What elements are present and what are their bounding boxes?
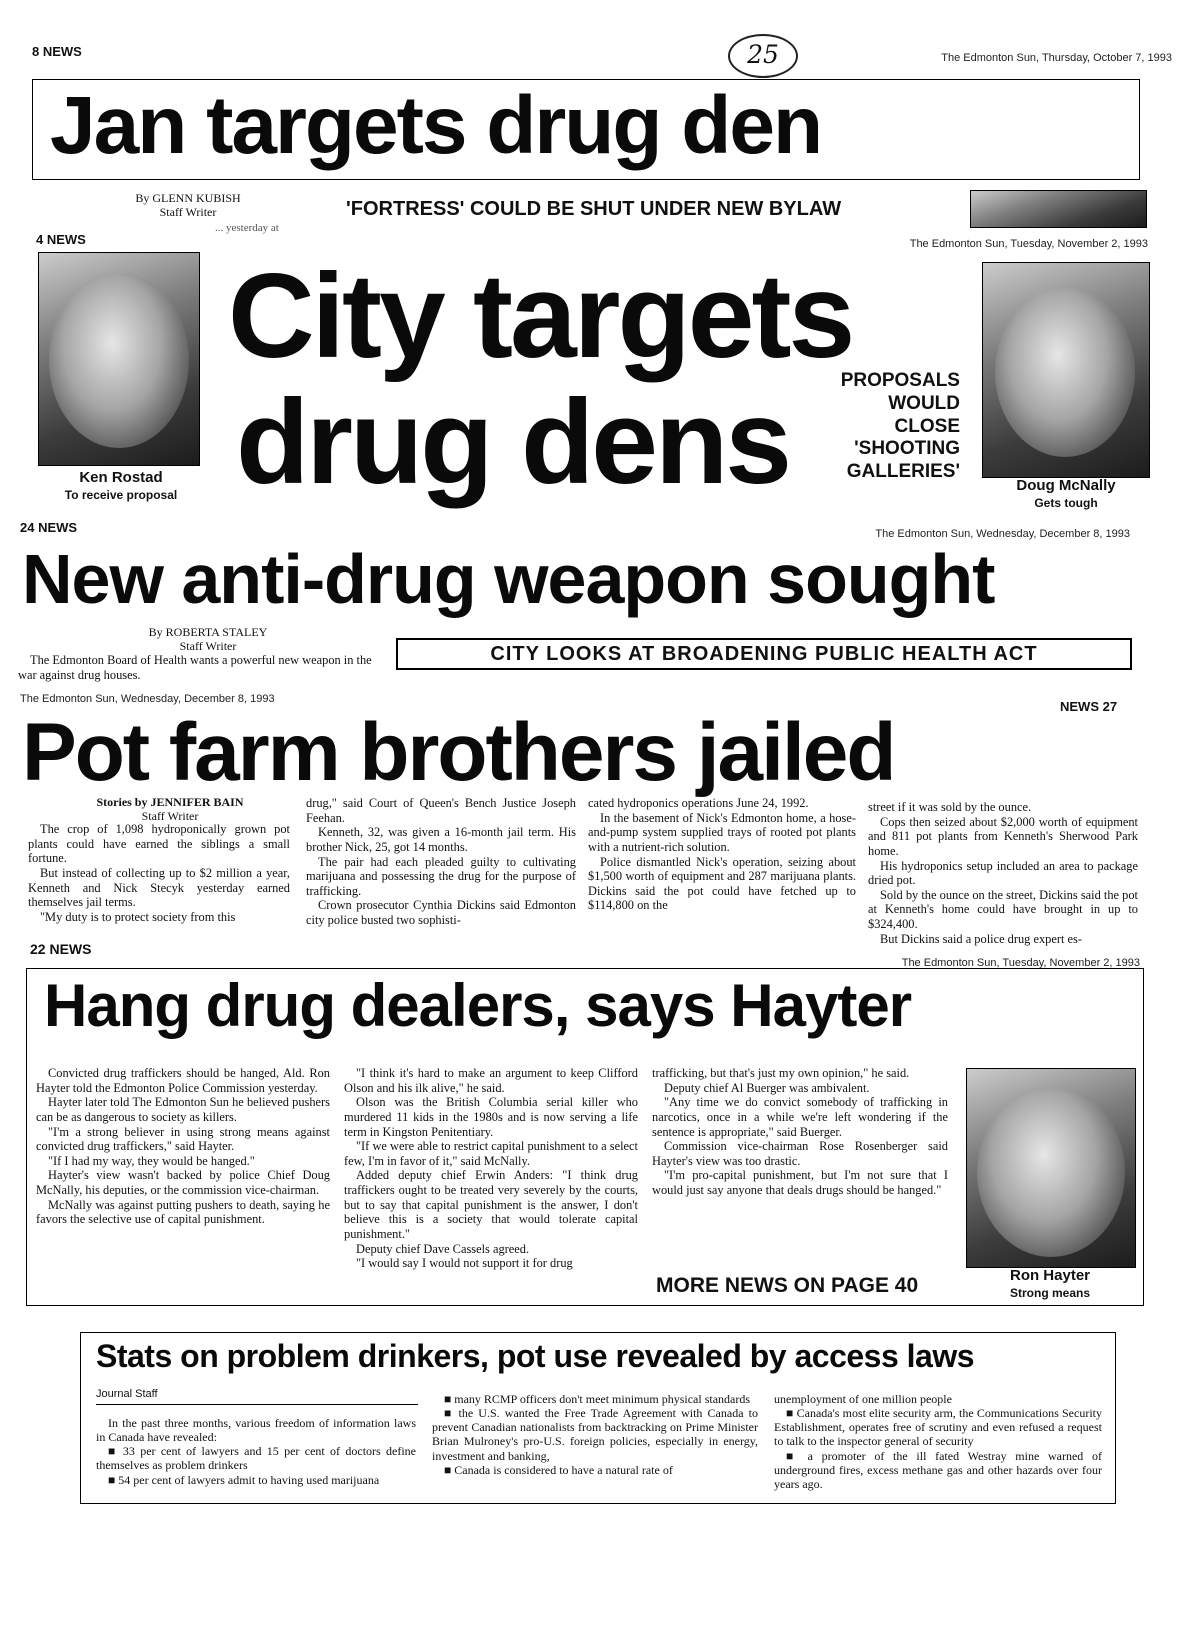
clip2-deck [818,370,960,484]
clip1-section-slug: 8 NEWS [32,44,82,59]
clip4-paragraph: The crop of 1,098 hydroponically grown pot plants could have earned the siblings a small fortune. [28,822,290,866]
clip6-byline: Journal Staff [96,1388,158,1400]
clip6-byline-rule [96,1404,418,1405]
clip4-column-3 [588,796,856,936]
clip4-paragraph: But Dickins said a police drug expert es- [880,931,1082,946]
clip5-column-1 [36,1066,330,1298]
clip1-dateline: The Edmonton Sun, Thursday, October 7, 1993 [941,52,1172,64]
clip5-paragraph: "I'm pro-capital punishment, but I'm not sure that I would just say anyone that deals drugs should be hanged." [652,1168,948,1197]
clip4-paragraph: Police dismantled Nick's operation, seizing about $1,500 worth of equipment and 287 marijuana plants. Dickins said the pot could have fetched up to $114,800 on the [588,854,856,913]
more-news-pointer: MORE NEWS ON PAGE 40 [656,1274,919,1297]
clip3-byline-role: Staff Writer [179,638,237,653]
clip4-paragraph: Crown prosecutor Cynthia Dickins said Edmonton city police busted two sophisti- [306,898,576,927]
clip1-byline-name: By GLENN KUBISH [135,191,241,205]
ron-hayter-name: Ron Hayter [1009,1267,1091,1284]
clip5-headline: Hang drug dealers, says Hayter [44,972,912,1039]
clip5-section-slug: 22 NEWS [30,941,92,957]
clip4-paragraph: In the basement of Nick's Edmonton home, a hose-and-pump system supplied trays of rooted pot plants with a nutrient-rich solution. [588,810,856,854]
clip5-column-3 [652,1066,948,1266]
clip5-paragraph: Hayter's view wasn't backed by police Chief Doug McNally, his deputies, or the commission vice-chairman. [36,1168,330,1197]
clip6-paragraph: ■ 54 per cent of lawyers admit to having used marijuana [108,1472,380,1487]
clip4-paragraph: His hydroponics setup included an area to package dried pot. [868,858,1138,888]
handwritten-page-number: 25 [728,34,798,78]
clip3-headline: New anti-drug weapon sought [22,540,995,618]
clip1-photo-fragment [970,190,1147,228]
clip3-section-slug: 24 NEWS [20,520,78,535]
ron-hayter-caption: Strong means [1009,1286,1090,1300]
clip4-column-4 [868,800,1138,950]
clip2-deck-line: CLOSE [894,415,960,437]
clip4-paragraph: "My duty is to protect society from this [40,909,236,924]
clip1-byline-role: Staff Writer [159,204,217,219]
clip6-paragraph: In the past three months, various freedom of information laws in Canada have revealed: [96,1416,416,1445]
clip2-headline-line1: City targets [228,249,853,383]
clip4-paragraph: The pair had each pleaded guilty to cultivating marijuana and possessing the drug for the purpose of trafficking. [306,854,576,898]
clip6-paragraph: unemployment of one million people [774,1392,952,1406]
clip5-dateline: The Edmonton Sun, Tuesday, November 2, 1993 [901,957,1140,969]
clip6-paragraph: ■ 33 per cent of lawyers and 15 per cent of doctors define themselves as problem drinkers [96,1444,416,1473]
doug-mcnally-caption: Gets tough [1034,496,1098,510]
clip4-byline-role: Staff Writer [141,808,199,823]
clip6-paragraph: ■ Canada's most elite security arm, the Communications Security Establishment, operates free of scrutiny and even refused a request to talk to the inspector general of security [774,1406,1102,1449]
clip5-paragraph: "Any time we do convict somebody of trafficking in narcotics, once in a while we're left wondering if the sentence is appropriate," said Buerger. [652,1095,948,1139]
clip5-paragraph: Commission vice-chairman Rose Rosenberger said Hayter's view was too drastic. [652,1139,948,1168]
doug-mcnally-photo [982,262,1150,478]
clip6-column-1 [96,1416,416,1498]
doug-mcnally-name: Doug McNally [1016,477,1116,494]
clip5-paragraph: "If we were able to restrict capital punishment to a select few, I'm in favor of it," said McNally. [344,1139,638,1168]
clip3-byline-name: By ROBERTA STALEY [148,625,268,639]
clip6-paragraph: ■ Canada is considered to have a natural rate of [444,1462,673,1477]
clip2-dateline: The Edmonton Sun, Tuesday, November 2, 1993 [909,238,1148,250]
clip4-byline-name: Stories by JENNIFER BAIN [96,795,244,809]
ken-rostad-photo [38,252,200,466]
clip4-dateline: The Edmonton Sun, Wednesday, December 8, 1993 [20,693,275,705]
clip2-deck-line: 'SHOOTING [854,438,960,460]
clip6-paragraph: ■ a promoter of the ill fated Westray mine warned of underground fires, excess methane gas and other hazards over four years ago. [774,1448,1102,1491]
clip3-lede [18,653,380,683]
ken-rostad-name: Ken Rostad [79,469,163,486]
clip5-paragraph: McNally was against putting pushers to death, saying he favors the selective use of capital punishment. [36,1197,330,1227]
clip1-headline: Jan targets drug den [50,80,822,171]
clip5-paragraph: trafficking, but that's just my own opinion," he said. [652,1066,910,1080]
clip4-column-1 [28,822,290,940]
clip6-column-3 [774,1392,1102,1498]
clip5-paragraph: Olson was the British Columbia serial killer who murdered 11 kids in the 1980s and is now serving a life term in Kingston Penitentiary. [344,1095,638,1139]
clip1-byline [98,192,278,220]
clip2-deck-line: PROPOSALS [840,370,960,391]
clip5-paragraph: "I think it's hard to make an argument to keep Clifford Olson and his ilk alive," he said. [344,1066,638,1095]
clip5-paragraph: Deputy chief Dave Cassels agreed. [356,1241,530,1256]
clip5-paragraph: "I'm a strong believer in using strong means against convicted drug traffickers," said Hayter. [36,1124,330,1154]
clip5-paragraph: Added deputy chief Erwin Anders: "I think drug traffickers ought to be treated very severely by the courts, but to say that capital punishment is the answer, I don't believe this is a society that would tolerate capital punishment." [344,1168,638,1241]
clip2-deck-line: GALLERIES' [846,461,960,483]
clip4-paragraph: Sold by the ounce on the street, Dickins said the pot at Kenneth's home could have brought in up to $324,400. [868,887,1138,931]
clip6-headline: Stats on problem drinkers, pot use revealed by access laws [96,1338,975,1374]
clip3-dateline: The Edmonton Sun, Wednesday, December 8, 1993 [875,528,1130,540]
clip4-paragraph: Kenneth, 32, was given a 16-month jail term. His brother Nick, 25, got 14 months. [306,825,576,854]
clip4-column-2 [306,796,576,936]
clip4-paragraph: street if it was sold by the ounce. [868,800,1032,814]
clip4-paragraph: But instead of collecting up to $2 million a year, Kenneth and Nick Stecyk yesterday earned themselves jail terms. [28,865,290,910]
clip5-paragraph: Deputy chief Al Buerger was ambivalent. [664,1080,870,1095]
clip5-column-2 [344,1066,638,1298]
clip5-paragraph: Hayter later told The Edmonton Sun he believed pushers can be as dangerous to society as killers. [36,1095,330,1124]
clip2-section-slug: 4 NEWS [36,232,86,247]
ron-hayter-photo [966,1068,1136,1268]
clip4-byline [60,796,280,824]
clip6-paragraph: ■ many RCMP officers don't meet minimum physical standards [444,1392,751,1406]
clip2-headline-line2: drug dens [236,375,790,509]
clip1-body-fragment: ... yesterday at [215,222,279,234]
clip1-deck: 'FORTRESS' COULD BE SHUT UNDER NEW BYLAW [346,198,842,220]
clip4-headline: Pot farm brothers jailed [22,707,895,798]
clip2-deck-line: WOULD [888,392,960,414]
clip6-column-2 [432,1392,758,1498]
clip3-byline [118,626,298,654]
clip4-paragraph: drug," said Court of Queen's Bench Justice Joseph Feehan. [306,796,576,825]
clip4-paragraph: cated hydroponics operations June 24, 1992. [588,796,809,810]
ken-rostad-caption: To receive proposal [64,488,178,502]
clip4-paragraph: Cops then seized about $2,000 worth of equipment and 811 pot plants from Kenneth's Sherwood Park home. [868,814,1138,858]
clip4-section-slug: NEWS 27 [1060,699,1118,714]
clip5-paragraph: "If I had my way, they would be hanged." [48,1153,255,1168]
clip3-deck: CITY LOOKS AT BROADENING PUBLIC HEALTH ACT [396,638,1132,670]
clip6-paragraph: ■ the U.S. wanted the Free Trade Agreement with Canada to prevent Canadian nationalists from backtracking on Prime Minister Brian Mulroney's pro-U.S. foreign policies, especially in energy, investment and banking, [432,1406,758,1463]
clip5-paragraph: Convicted drug traffickers should be hanged, Ald. Ron Hayter told the Edmonton Police Commission yesterday. [36,1066,330,1095]
clip5-paragraph: "I would say I would not support it for drug [356,1256,573,1271]
clip3-lede-paragraph: The Edmonton Board of Health wants a powerful new weapon in the war against drug houses. [18,653,372,682]
